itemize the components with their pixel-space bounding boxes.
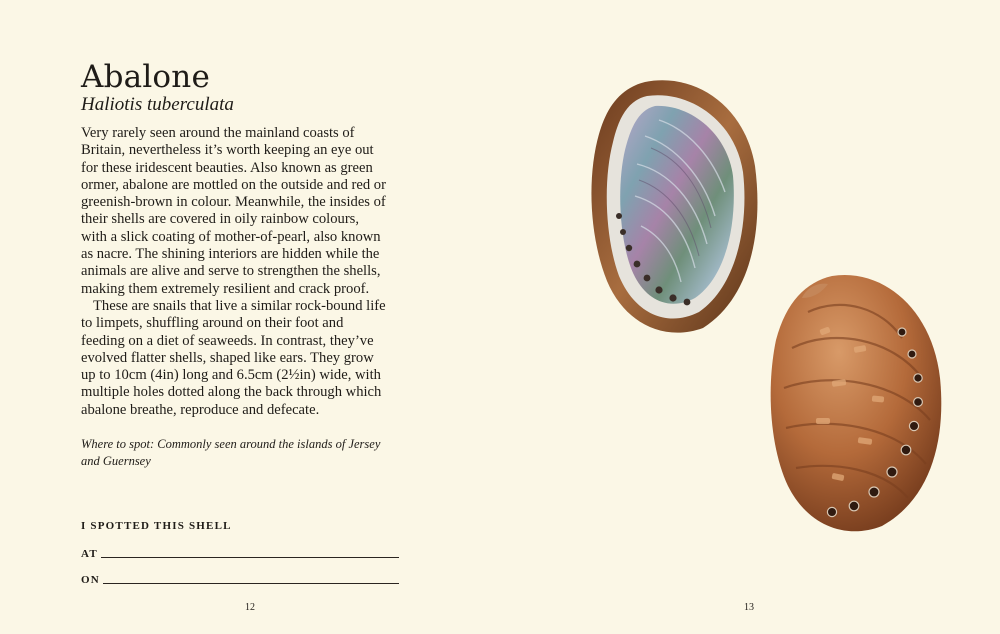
page-number-right: 13 (744, 602, 754, 613)
on-fill-line[interactable] (103, 583, 399, 584)
description-paragraph-1: Very rarely seen around the mainland coasts of Britain, nevertheless it’s worth keeping an eye out for these iridescent beauties. Also known as green ormer, abalone are mottled on the outside and red or greenish-brown in colour. Meanwhile, the insides of their shells are covered in oily rainbow colours, with a slick coating of mother-of-pearl, also known as nacre. The shining interiors are hidden while the animals are alive and serve to strengthen the shells, making them extremely resilient and crack proof. (81, 125, 386, 297)
spotted-on-row (81, 570, 399, 586)
latin-name: Haliotis tuberculata (81, 94, 234, 115)
description-paragraph-2: These are snails that live a similar rock-bound life to limpets, shuffling around on their foot and feeding on a diet of seaweeds. In contrast, they’ve evolved flatter shells, shaped like ears. They grow up to 10cm (4in) long and 6.5cm (2½in) wide, with multiple holes dotted along the back through which abalone breathe, reproduce and defecate. (81, 297, 386, 418)
abalone-shell-interior-icon (585, 76, 765, 338)
page-number-left: 12 (245, 602, 255, 613)
description (81, 125, 386, 419)
at-fill-line[interactable] (101, 557, 399, 558)
spotted-heading: I SPOTTED THIS SHELL (81, 520, 232, 532)
at-label: AT (81, 548, 98, 560)
where-to-spot: Where to spot: Commonly seen around the islands of Jersey and Guernsey (81, 437, 381, 468)
on-label: ON (81, 574, 100, 586)
abalone-shell-exterior-icon (762, 268, 947, 536)
spotted-at-row (81, 544, 399, 560)
species-title: Abalone (81, 59, 211, 95)
